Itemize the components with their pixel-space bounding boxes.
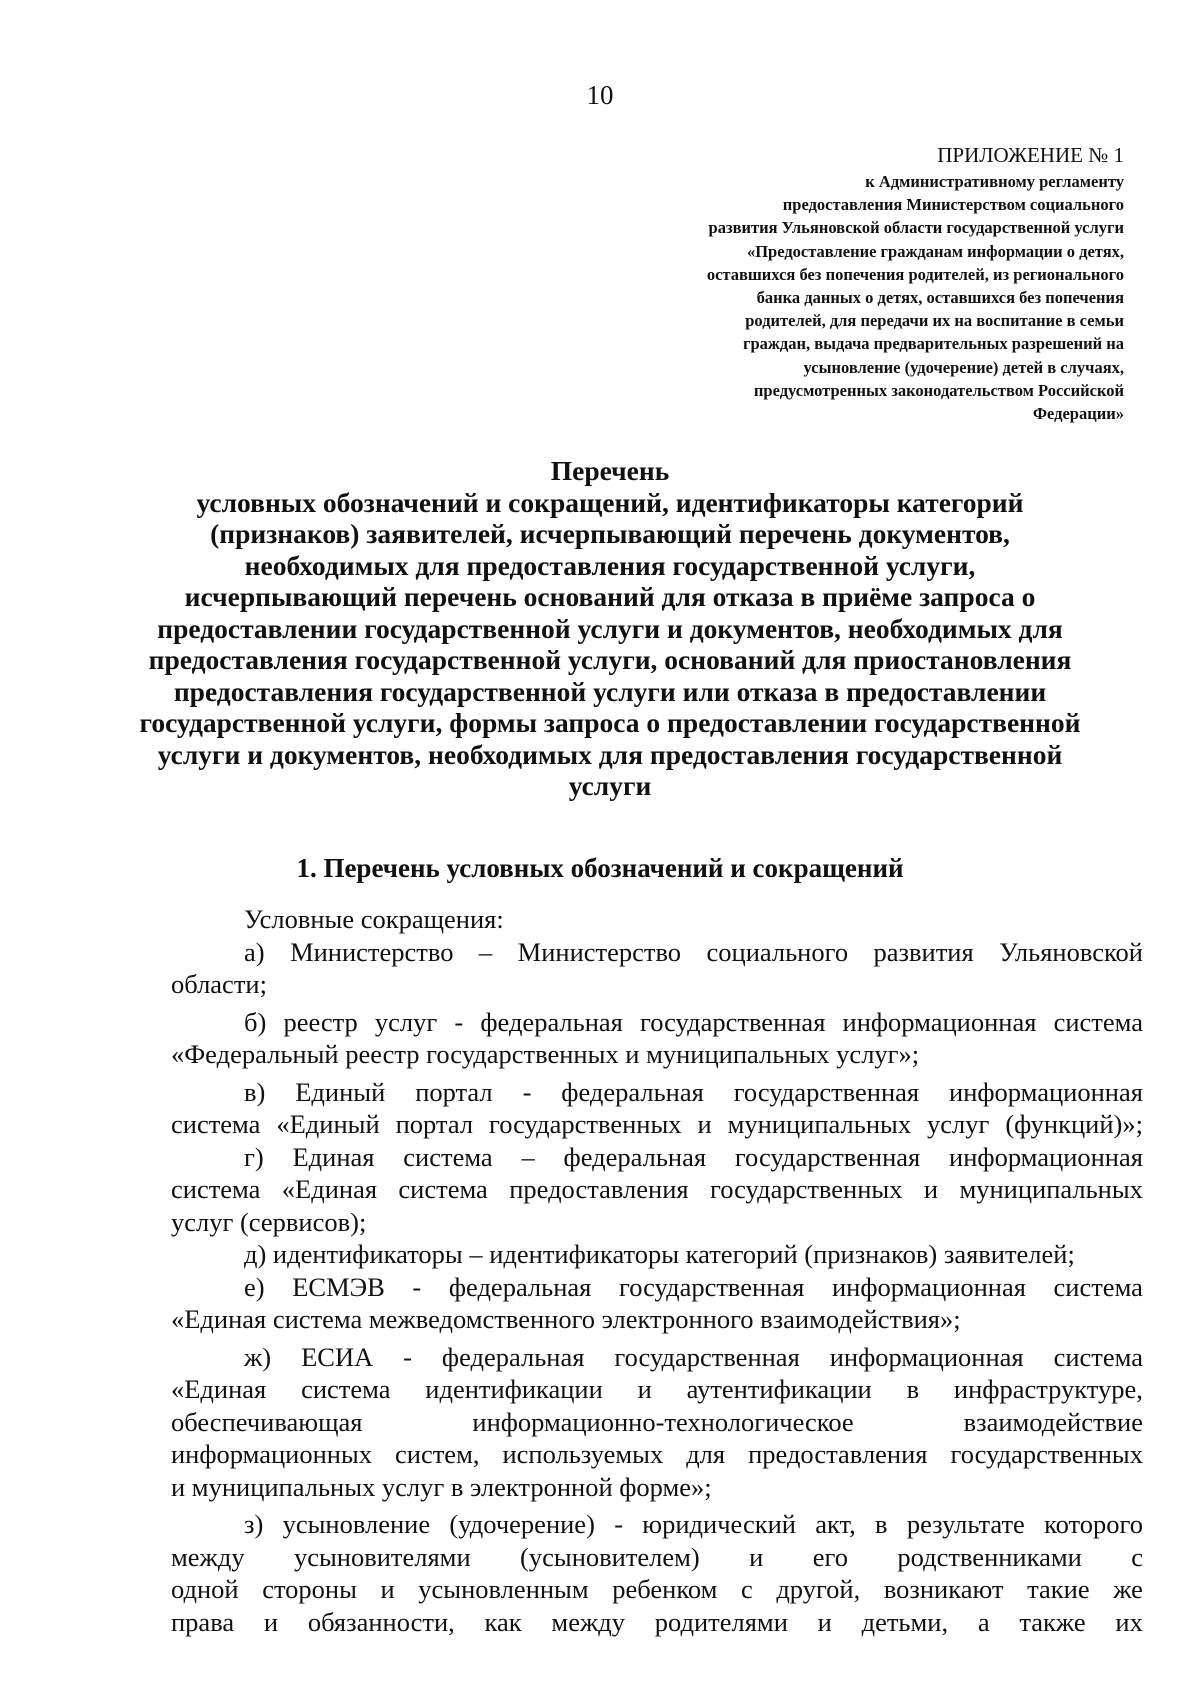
appendix-block bbox=[604, 142, 1124, 425]
body-line: права и обязанности, как между родителями и детьми, а также их bbox=[171, 1606, 1143, 1637]
title-line: предоставления государственной услуги, оснований для приостановления bbox=[148, 644, 1072, 675]
body-line: ж) ЕСИА - федеральная государственная информационная система bbox=[244, 1341, 1143, 1372]
appendix-line: оставшихся без попечения родителей, из регионального bbox=[706, 264, 1124, 284]
body-line: Условные сокращения: bbox=[244, 904, 504, 934]
section-body bbox=[171, 903, 1143, 1638]
body-line: система «Единый портал государственных и муниципальных услуг (функций)»; bbox=[171, 1109, 1143, 1139]
body-line: «Федеральный реестр государственных и муниципальных услуг»; bbox=[171, 1039, 920, 1069]
title-line: услуги и документов, необходимых для предоставления государственной bbox=[157, 738, 1063, 770]
body-line: «Единая система идентификации и аутентификации в инфраструктуре, bbox=[171, 1374, 1143, 1404]
body-line: и муниципальных услуг в электронной форме»; bbox=[171, 1471, 712, 1502]
body-line: з) усыновление (удочерение) - юридический акт, в результате которого bbox=[244, 1509, 1143, 1539]
body-line: а) Министерство – Министерство социального развития Ульяновской bbox=[244, 936, 1143, 967]
body-line: система «Единая система предоставления государственных и муниципальных bbox=[171, 1174, 1143, 1204]
title-line: условных обозначений и сокращений, идентификаторы категорий bbox=[196, 486, 1024, 518]
body-line: «Единая система межведомственного электронного взаимодействия»; bbox=[171, 1304, 961, 1334]
appendix-line: Федерации» bbox=[1032, 404, 1124, 424]
body-line: д) идентификаторы – идентификаторы категорий (признаков) заявителей; bbox=[244, 1239, 1075, 1269]
body-line: информационных систем, используемых для предоставления государственных bbox=[171, 1439, 1143, 1469]
appendix-line: к Административному регламенту bbox=[865, 172, 1124, 191]
appendix-line: развития Ульяновской области государственной услуги bbox=[708, 218, 1124, 238]
document-title bbox=[110, 455, 1110, 802]
appendix-line: предусмотренных законодательством Российской bbox=[753, 380, 1124, 400]
body-line: е) ЕСМЭВ - федеральная государственная информационная система bbox=[244, 1271, 1143, 1302]
section-heading: 1. Перечень условных обозначений и сокращений bbox=[296, 853, 904, 883]
title-line: предоставления государственной услуги или отказа в предоставлении bbox=[173, 675, 1047, 707]
title-line: услуги bbox=[568, 770, 652, 801]
body-line: г) Единая система – федеральная государственная информационная bbox=[244, 1141, 1143, 1172]
appendix-title: ПРИЛОЖЕНИЕ № 1 bbox=[937, 143, 1124, 167]
title-line: предоставлении государственной услуги и документов, необходимых для bbox=[157, 612, 1063, 644]
body-line: б) реестр услуг - федеральная государственная информационная система bbox=[244, 1006, 1143, 1037]
body-line: услуг (сервисов); bbox=[171, 1206, 367, 1237]
body-line: в) Единый портал - федеральная государственная информационная bbox=[244, 1076, 1143, 1107]
appendix-line: граждан, выдача предварительных разрешений на bbox=[742, 334, 1124, 354]
body-line: одной стороны и усыновленным ребенком с другой, возникают такие же bbox=[171, 1574, 1143, 1604]
page-number: 10 bbox=[586, 80, 614, 110]
body-line: между усыновителями (усыновителем) и его родственниками с bbox=[171, 1541, 1143, 1572]
title-line: Перечень bbox=[550, 455, 670, 486]
body-line: обеспечивающая информационно-технологическое взаимодействие bbox=[171, 1406, 1143, 1437]
appendix-line: усыновление (удочерение) детей в случаях, bbox=[803, 357, 1124, 377]
title-line: необходимых для предоставления государственной услуги, bbox=[244, 549, 976, 581]
title-line: исчерпывающий перечень оснований для отказа в приёме запроса о bbox=[184, 581, 1036, 612]
body-line: области; bbox=[171, 969, 267, 999]
title-line: (признаков) заявителей, исчерпывающий перечень документов, bbox=[210, 518, 1010, 549]
appendix-line: родителей, для передачи их на воспитание в семьи bbox=[745, 311, 1124, 331]
appendix-line: банка данных о детях, оставшихся без попечения bbox=[756, 288, 1124, 308]
title-line: государственной услуги, формы запроса о предоставлении государственной bbox=[139, 707, 1081, 738]
appendix-line: «Предоставление гражданам информации о детях, bbox=[746, 241, 1124, 261]
appendix-line: предоставления Министерством социального bbox=[782, 195, 1124, 215]
